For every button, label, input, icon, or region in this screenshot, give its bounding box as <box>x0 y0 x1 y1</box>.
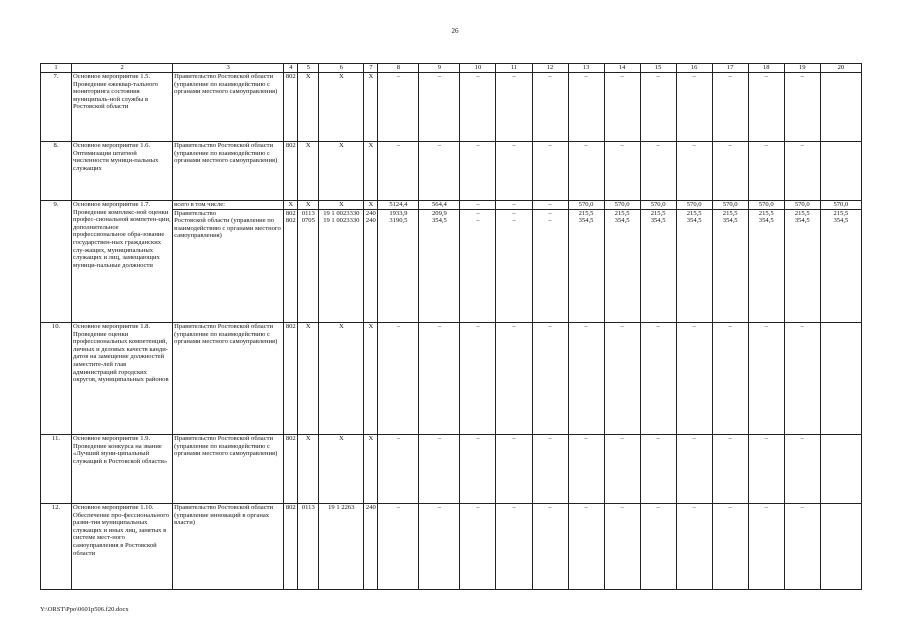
value-cell <box>419 201 460 323</box>
value-line: – <box>437 142 442 149</box>
value-line: – <box>800 435 804 442</box>
value-line: – <box>620 323 624 330</box>
value-cell <box>784 504 820 590</box>
value-cell <box>532 504 568 590</box>
value-line: 0113 <box>301 504 315 511</box>
value-cell <box>298 142 319 201</box>
value-cell <box>676 504 712 590</box>
executor-line: Правительство Ростовской области (управление по взаимодействию с органами местного самоуправления) <box>174 323 278 346</box>
value-cell <box>676 323 712 435</box>
value-cell <box>712 142 748 201</box>
value-cell <box>712 504 748 590</box>
value-line: – <box>533 209 568 218</box>
value-line: – <box>728 323 732 330</box>
value-line: 570,0 <box>650 201 666 208</box>
value-cell <box>568 73 604 142</box>
value-cell <box>284 142 298 201</box>
row-number: 8. <box>41 142 72 201</box>
executor-cell <box>173 142 284 201</box>
value-cell <box>640 435 676 504</box>
value-line: – <box>512 142 516 149</box>
value-line: 354,5 <box>722 217 738 225</box>
value-line: Х <box>338 435 344 442</box>
value-cell <box>319 323 364 435</box>
value-line: – <box>620 435 624 442</box>
value-line: – <box>656 323 660 330</box>
value-cell <box>319 142 364 201</box>
value-line: 215,5 <box>785 209 820 218</box>
value-line: 570,0 <box>722 201 738 208</box>
value-cell <box>784 323 820 435</box>
value-line: – <box>548 435 552 442</box>
value-line: Х <box>368 142 374 149</box>
value-line: – <box>728 435 732 442</box>
table-row <box>41 142 862 201</box>
value-line: – <box>584 435 588 442</box>
measure-name: Основное мероприятие 1.9. Проведение конкурса на звание «Лучший муни-ципальный служащий в Ростовской области» <box>72 435 173 504</box>
value-line: – <box>584 323 588 330</box>
value-line: 209,9 <box>419 209 459 218</box>
row-number: 9. <box>41 201 72 323</box>
value-cell <box>298 323 319 435</box>
value-line: 215,5 <box>641 209 676 218</box>
value-cell <box>712 73 748 142</box>
value-line: – <box>476 142 480 149</box>
value-line: – <box>728 504 732 511</box>
value-cell <box>640 73 676 142</box>
value-cell <box>748 435 784 504</box>
executor-line: всего в том числе: <box>174 201 226 208</box>
value-cell <box>460 73 496 142</box>
value-line: 215,5 <box>605 209 640 218</box>
value-line: Х <box>288 201 294 208</box>
table-row <box>41 323 862 435</box>
executor-cell <box>173 504 284 590</box>
value-cell <box>496 73 532 142</box>
value-line: – <box>620 504 624 511</box>
executor-cell <box>173 73 284 142</box>
value-cell <box>568 435 604 504</box>
value-line: – <box>512 323 516 330</box>
value-line: 354,5 <box>794 217 810 225</box>
value-line: – <box>584 73 588 80</box>
measure-name: Основное мероприятие 1.6. Оптимизация штатной численности муници-пальных служащих <box>72 142 173 201</box>
value-line: 570,0 <box>794 201 810 208</box>
value-line: 354,5 <box>833 217 849 225</box>
value-cell <box>364 435 378 504</box>
value-line: – <box>548 142 552 149</box>
value-line: – <box>460 209 495 218</box>
measure-name: Основное мероприятие 1.10. Обеспечение про-фессионального разви-тия муниципальных служащих и иных лиц, занятых в системе мест-ного самоуправления в Ростовской области <box>72 504 173 590</box>
value-line: 19 1 0023330 <box>319 209 363 218</box>
value-line: – <box>476 504 480 511</box>
value-cell <box>298 73 319 142</box>
executor-cell <box>173 435 284 504</box>
value-line: – <box>584 504 588 511</box>
value-line: – <box>396 142 401 149</box>
value-line: 5124,4 <box>389 201 408 208</box>
value-line: – <box>764 435 768 442</box>
header-col-9: 9 <box>419 64 460 73</box>
file-path-footer: Y:\ORST\Ppo\0601p506.f20.docx <box>40 606 129 613</box>
value-cell <box>364 504 378 590</box>
value-line: 802 <box>285 504 296 511</box>
table-body <box>41 73 862 590</box>
value-cell <box>676 435 712 504</box>
value-line: – <box>764 73 768 80</box>
value-line: 215,5 <box>569 209 604 218</box>
value-line: Х <box>368 201 374 208</box>
value-cell <box>496 201 532 323</box>
header-col-2: 2 <box>72 64 173 73</box>
value-line: 215,5 <box>677 209 712 218</box>
header-col-7: 7 <box>364 64 378 73</box>
header-col-14: 14 <box>604 64 640 73</box>
value-line: – <box>800 142 804 149</box>
value-line: 802 <box>285 217 296 225</box>
header-col-16: 16 <box>676 64 712 73</box>
value-line: 802 <box>285 323 296 330</box>
value-line: Х <box>338 201 344 208</box>
value-cell <box>604 73 640 142</box>
value-cell <box>604 323 640 435</box>
value-line: 570,0 <box>614 201 630 208</box>
value-cell <box>496 504 532 590</box>
value-line: 802 <box>285 209 296 217</box>
value-line: – <box>548 217 552 225</box>
value-line: – <box>396 73 401 80</box>
value-line: 354,5 <box>578 217 594 225</box>
executor-line: Ростовской области (управление по взаимодействию с органами местного самоуправления) <box>174 217 281 240</box>
value-cell <box>319 504 364 590</box>
value-line: Х <box>338 73 344 80</box>
value-line: – <box>437 435 442 442</box>
header-col-15: 15 <box>640 64 676 73</box>
value-line: – <box>764 323 768 330</box>
executor-line: Правительство Ростовской области (управление по взаимодействию с органами местного самоуправления) <box>174 142 278 165</box>
table-row <box>41 201 862 323</box>
value-line: – <box>476 435 480 442</box>
value-cell <box>748 201 784 323</box>
value-line: – <box>692 323 696 330</box>
value-cell <box>568 201 604 323</box>
value-line: 0705 <box>301 217 315 225</box>
value-line: Х <box>338 323 344 330</box>
value-line: 240 <box>365 504 376 511</box>
value-cell <box>640 201 676 323</box>
value-cell <box>604 142 640 201</box>
value-cell <box>284 435 298 504</box>
value-line: – <box>656 504 660 511</box>
table-row <box>41 435 862 504</box>
header-col-13: 13 <box>568 64 604 73</box>
value-line: Х <box>305 142 311 149</box>
table-row <box>41 73 862 142</box>
budget-table <box>40 63 862 590</box>
value-cell <box>319 435 364 504</box>
value-line: – <box>800 504 804 511</box>
header-col-19: 19 <box>784 64 820 73</box>
value-line: – <box>512 217 516 225</box>
value-line: – <box>800 73 804 80</box>
value-line: Х <box>368 435 374 442</box>
value-cell <box>604 504 640 590</box>
value-cell <box>419 142 460 201</box>
value-cell <box>820 504 861 590</box>
value-cell <box>676 201 712 323</box>
value-line: – <box>692 142 696 149</box>
value-cell <box>460 142 496 201</box>
value-cell <box>676 142 712 201</box>
value-cell <box>460 323 496 435</box>
header-col-6: 6 <box>319 64 364 73</box>
value-cell <box>712 201 748 323</box>
value-line: – <box>512 435 516 442</box>
value-line: 802 <box>285 142 296 149</box>
value-cell <box>319 73 364 142</box>
value-line: – <box>437 323 442 330</box>
value-cell <box>568 142 604 201</box>
value-cell <box>676 73 712 142</box>
value-line: 564,4 <box>432 201 447 208</box>
value-line: 354,5 <box>614 217 630 225</box>
value-line: – <box>620 142 624 149</box>
value-line: 19 1 2263 <box>328 504 355 511</box>
value-line: – <box>396 504 401 511</box>
measure-name: Основное мероприятие 1.8. Проведение оценки профессиональных компетенций, личных и деловых качеств канди-датов на замещение должностей заместите-лей глав администраций городских округов, муниципальных районов <box>72 323 173 435</box>
header-col-18: 18 <box>748 64 784 73</box>
value-line: 240 <box>365 209 376 217</box>
header-col-4: 4 <box>284 64 298 73</box>
value-cell <box>298 201 319 323</box>
value-line: 354,5 <box>686 217 702 225</box>
value-line: – <box>692 435 696 442</box>
value-line: Х <box>368 73 374 80</box>
value-line: 240 <box>365 217 376 225</box>
value-line: 354,5 <box>432 217 447 225</box>
value-line: 570,0 <box>833 201 849 208</box>
value-cell <box>284 323 298 435</box>
value-cell <box>378 504 419 590</box>
value-line: Х <box>305 73 311 80</box>
value-cell <box>532 201 568 323</box>
value-line: 570,0 <box>578 201 594 208</box>
value-line: – <box>656 142 660 149</box>
executor-line: Правительство <box>173 209 283 218</box>
table-row <box>41 504 862 590</box>
value-line: 0113 <box>298 209 318 218</box>
value-line: 215,5 <box>821 209 861 218</box>
header-col-17: 17 <box>712 64 748 73</box>
value-line: – <box>476 73 480 80</box>
value-cell <box>748 504 784 590</box>
value-cell <box>496 435 532 504</box>
value-cell <box>532 435 568 504</box>
value-cell <box>784 435 820 504</box>
value-cell <box>284 201 298 323</box>
value-line: Х <box>368 323 374 330</box>
value-cell <box>568 323 604 435</box>
value-line: 215,5 <box>713 209 748 218</box>
header-col-12: 12 <box>532 64 568 73</box>
value-line: – <box>764 504 768 511</box>
header-col-8: 8 <box>378 64 419 73</box>
value-line: – <box>656 73 660 80</box>
value-cell <box>378 435 419 504</box>
value-cell <box>820 73 861 142</box>
value-line: – <box>512 73 516 80</box>
header-col-11: 11 <box>496 64 532 73</box>
value-cell <box>604 435 640 504</box>
value-line: 1933,9 <box>378 209 418 218</box>
value-cell <box>820 323 861 435</box>
executor-line: Правительство Ростовской области (управление инноваций в органах власти) <box>174 504 274 527</box>
value-cell <box>784 201 820 323</box>
value-cell <box>284 73 298 142</box>
value-line: – <box>496 209 531 218</box>
value-line: 215,5 <box>749 209 784 218</box>
value-line: 354,5 <box>758 217 774 225</box>
value-cell <box>748 73 784 142</box>
value-cell <box>298 504 319 590</box>
value-cell <box>364 323 378 435</box>
value-cell <box>364 73 378 142</box>
value-line: 354,5 <box>650 217 666 225</box>
value-line: 802 <box>285 435 296 442</box>
value-line: – <box>476 217 480 225</box>
value-line: – <box>800 323 804 330</box>
value-cell <box>460 435 496 504</box>
header-col-5: 5 <box>298 64 319 73</box>
value-cell <box>496 142 532 201</box>
row-number: 12. <box>41 504 72 590</box>
value-cell <box>712 323 748 435</box>
value-cell <box>378 73 419 142</box>
value-cell <box>496 323 532 435</box>
value-line: – <box>476 323 480 330</box>
value-line: Х <box>305 201 311 208</box>
value-line: – <box>656 435 660 442</box>
header-col-1: 1 <box>41 64 72 73</box>
value-cell <box>640 504 676 590</box>
header-col-10: 10 <box>460 64 496 73</box>
value-cell <box>419 504 460 590</box>
value-cell <box>378 201 419 323</box>
page-number: 26 <box>451 27 459 35</box>
value-line: 570,0 <box>686 201 702 208</box>
value-line: – <box>396 323 401 330</box>
table-header <box>41 64 862 73</box>
value-line: – <box>396 435 401 442</box>
value-line: – <box>584 142 588 149</box>
executor-line: Правительство Ростовской области (управление по взаимодействию с органами местного самоуправления) <box>174 73 278 96</box>
measure-name: Основное мероприятие 1.5. Проведение ежеквар-тального мониторинга состояния муниципаль-ной службы в Ростовской области <box>72 73 173 142</box>
value-line: – <box>728 73 732 80</box>
row-number: 7. <box>41 73 72 142</box>
value-line: Х <box>305 435 311 442</box>
value-cell <box>378 142 419 201</box>
row-number: 10. <box>41 323 72 435</box>
value-line: 570,0 <box>758 201 774 208</box>
value-cell <box>532 73 568 142</box>
value-cell <box>640 323 676 435</box>
value-cell <box>532 142 568 201</box>
value-cell <box>298 435 319 504</box>
value-line: – <box>692 504 696 511</box>
value-cell <box>419 323 460 435</box>
value-cell <box>748 323 784 435</box>
value-line: – <box>764 142 768 149</box>
value-cell <box>712 435 748 504</box>
value-cell <box>378 323 419 435</box>
value-cell <box>820 201 861 323</box>
value-line: – <box>437 504 442 511</box>
value-line: – <box>692 73 696 80</box>
value-line: – <box>548 504 552 511</box>
header-col-20: 20 <box>820 64 861 73</box>
value-line: Х <box>338 142 344 149</box>
header-col-3: 3 <box>173 64 284 73</box>
value-line: – <box>548 323 552 330</box>
value-cell <box>820 142 861 201</box>
value-line: – <box>548 201 552 208</box>
value-cell <box>568 504 604 590</box>
value-line: Х <box>305 323 311 330</box>
value-line: – <box>512 504 516 511</box>
header-row <box>41 64 862 73</box>
value-cell <box>419 435 460 504</box>
value-cell <box>640 142 676 201</box>
value-line: 802 <box>285 73 296 80</box>
value-cell <box>784 73 820 142</box>
value-cell <box>460 504 496 590</box>
measure-name: Основное мероприятие 1.7. Проведение комплекс-ной оценки профес-сиональной компетен-ции, дополнительное профессиональное обра-зование государствен-ных гражданских слу-жащих, муниципальных служащих и лиц, замещающих муници-пальные должности <box>72 201 173 323</box>
value-line: – <box>437 73 442 80</box>
executor-cell <box>173 323 284 435</box>
value-cell <box>319 201 364 323</box>
row-number: 11. <box>41 435 72 504</box>
value-cell <box>532 323 568 435</box>
value-line: – <box>620 73 624 80</box>
value-line: – <box>548 73 552 80</box>
value-cell <box>364 201 378 323</box>
value-cell <box>284 504 298 590</box>
executor-line: Правительство Ростовской области (управление по взаимодействию с органами местного самоуправления) <box>174 435 278 458</box>
value-cell <box>784 142 820 201</box>
executor-cell <box>173 201 284 323</box>
value-cell <box>419 73 460 142</box>
value-cell <box>748 142 784 201</box>
value-line: – <box>476 201 480 208</box>
value-line: – <box>512 201 516 208</box>
value-cell <box>364 142 378 201</box>
value-line: 19 1 0023330 <box>323 217 360 225</box>
value-cell <box>820 435 861 504</box>
value-cell <box>460 201 496 323</box>
value-line: 3190,5 <box>389 217 408 225</box>
value-cell <box>604 201 640 323</box>
value-line: – <box>728 142 732 149</box>
